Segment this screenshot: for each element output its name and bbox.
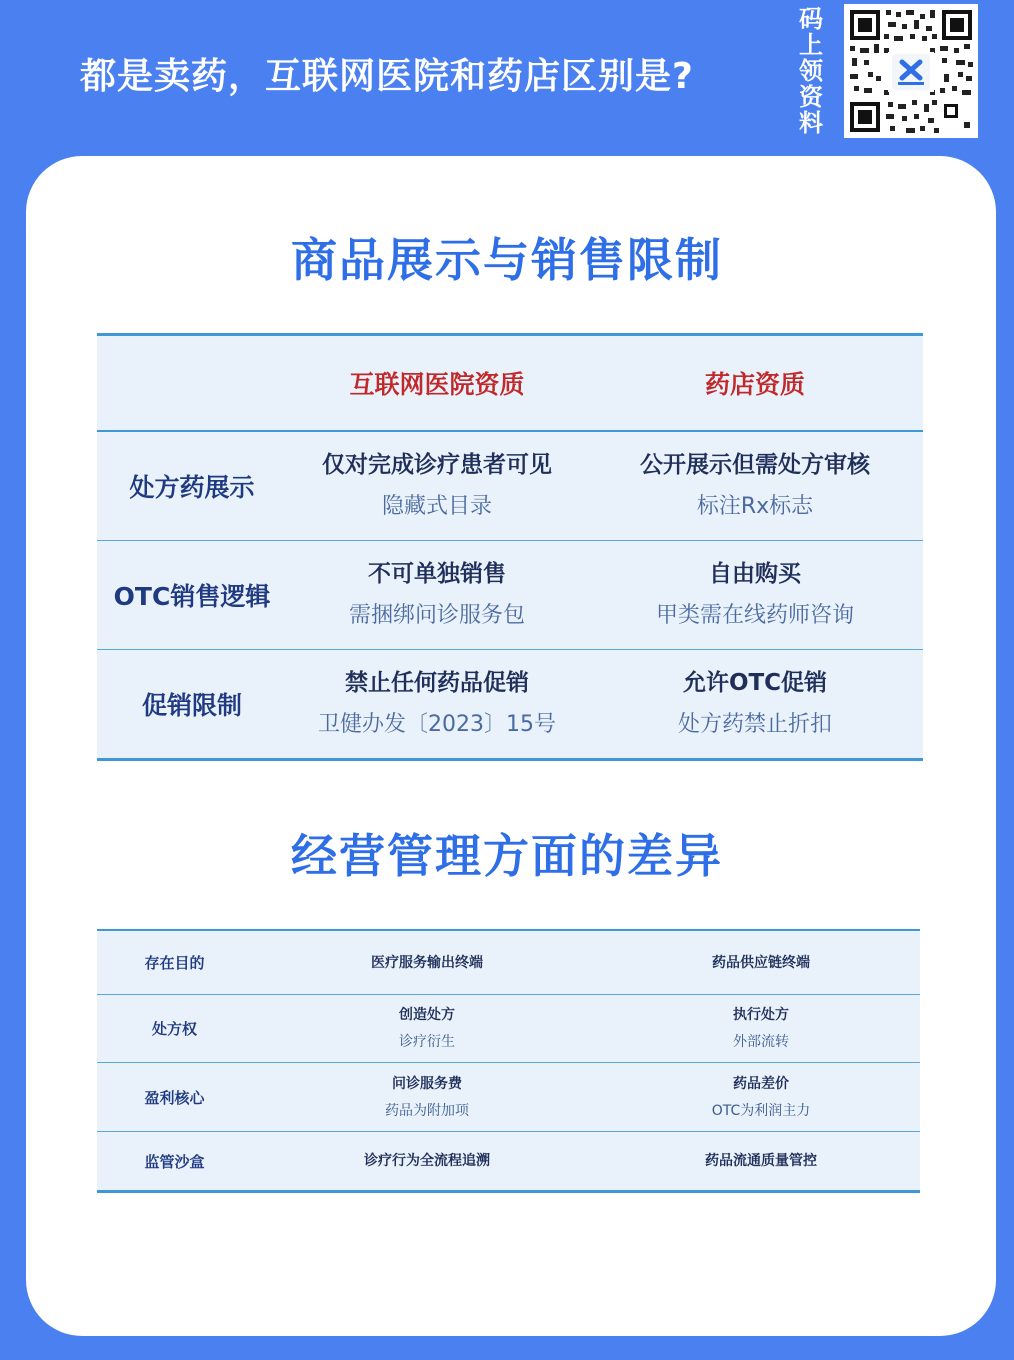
qr-code-icon[interactable] bbox=[844, 4, 978, 138]
pharmacy-cell bbox=[602, 953, 920, 973]
header-cell-hospital: 互联网医院资质 bbox=[349, 370, 525, 399]
cell-main-text: 药品供应链终端 bbox=[712, 954, 810, 971]
section-title-display-limits: 商品展示与销售限制 bbox=[291, 233, 723, 287]
row-label: 处方权 bbox=[151, 1020, 197, 1038]
cell-sub-text: 隐藏式目录 bbox=[381, 494, 492, 519]
cell-main-text: 医疗服务输出终端 bbox=[371, 954, 483, 971]
table-row bbox=[97, 994, 920, 1062]
cell-main-text: 问诊服务费 bbox=[392, 1075, 462, 1092]
cell-main-text: 诊疗行为全流程追溯 bbox=[364, 1153, 490, 1169]
comparison-table-operations bbox=[97, 929, 920, 1193]
cell-main-text: 允许OTC促销 bbox=[682, 670, 828, 696]
hospital-cell bbox=[287, 668, 587, 740]
row-label: 盈利核心 bbox=[144, 1088, 205, 1107]
cell-sub-text: 诊疗衍生 bbox=[399, 1034, 455, 1050]
page-header-title: 都是卖药，互联网医院和药店区别是? bbox=[80, 56, 694, 97]
hospital-cell bbox=[252, 1151, 602, 1171]
cell-sub-text: 卫健办发〔2023〕15号 bbox=[318, 712, 556, 737]
cell-main-text: 不可单独销售 bbox=[368, 561, 506, 587]
table-row bbox=[97, 1131, 920, 1190]
hospital-cell bbox=[287, 450, 587, 522]
qr-caption: 码上领资料 bbox=[799, 5, 823, 137]
cell-main-text: 药品流通质量管控 bbox=[705, 1153, 817, 1169]
cell-sub-text: 药品为附加项 bbox=[385, 1102, 469, 1119]
cell-sub-text: 需捆绑问诊服务包 bbox=[348, 603, 525, 628]
header-cell-pharmacy: 药店资质 bbox=[704, 370, 805, 399]
hospital-cell bbox=[252, 1005, 602, 1052]
hospital-cell bbox=[287, 559, 587, 631]
table-row bbox=[97, 649, 923, 758]
cell-main-text: 药品差价 bbox=[733, 1075, 789, 1092]
row-label: 促销限制 bbox=[141, 691, 242, 720]
cell-sub-text: OTC为利润主力 bbox=[711, 1102, 811, 1119]
cell-sub-text: 甲类需在线药师咨询 bbox=[655, 603, 854, 628]
pharmacy-cell bbox=[587, 559, 923, 631]
pharmacy-cell bbox=[587, 668, 923, 740]
cell-main-text: 禁止任何药品促销 bbox=[345, 670, 529, 696]
cell-sub-text: 外部流转 bbox=[733, 1034, 789, 1050]
cell-sub-text: 处方药禁止折扣 bbox=[677, 712, 832, 737]
hospital-cell bbox=[252, 953, 602, 973]
row-label: OTC销售逻辑 bbox=[113, 582, 271, 611]
cell-main-text: 仅对完成诊疗患者可见 bbox=[322, 452, 552, 478]
pharmacy-cell bbox=[602, 1074, 920, 1121]
section-title-operations: 经营管理方面的差异 bbox=[291, 829, 723, 883]
cell-sub-text: 标注Rx标志 bbox=[696, 494, 814, 519]
comparison-table-display bbox=[97, 333, 923, 761]
table-row bbox=[97, 540, 923, 649]
qr-code-graphic bbox=[844, 4, 978, 138]
table-row bbox=[97, 1062, 920, 1131]
pharmacy-cell bbox=[587, 450, 923, 522]
table-row bbox=[97, 931, 920, 994]
pharmacy-cell bbox=[602, 1005, 920, 1052]
cell-main-text: 执行处方 bbox=[733, 1007, 789, 1023]
cell-main-text: 创造处方 bbox=[399, 1007, 455, 1023]
cell-main-text: 公开展示但需处方审核 bbox=[640, 452, 870, 478]
cell-main-text: 自由购买 bbox=[709, 561, 801, 587]
row-label: 监管沙盒 bbox=[144, 1152, 205, 1171]
pharmacy-cell bbox=[602, 1151, 920, 1171]
table-header-row bbox=[97, 336, 923, 432]
table-row bbox=[97, 432, 923, 540]
row-label: 存在目的 bbox=[144, 954, 205, 972]
row-label: 处方药展示 bbox=[129, 473, 255, 502]
hospital-cell bbox=[252, 1074, 602, 1121]
